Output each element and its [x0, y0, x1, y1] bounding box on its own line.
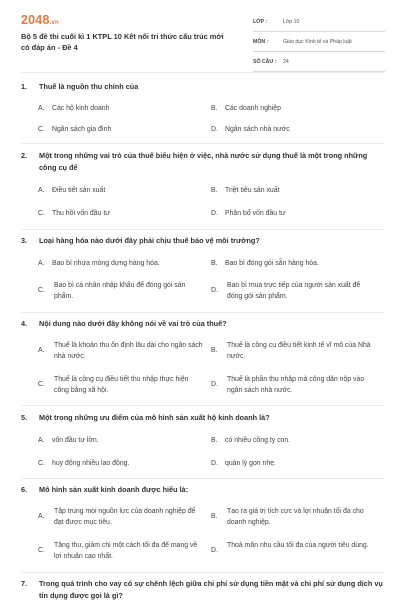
divider	[21, 143, 385, 144]
option-text: Thuế là khoản thu ổn định lâu dài cho ngân sách nhà nước.	[54, 342, 203, 360]
divider	[21, 229, 385, 230]
meta-value: Giáo dục Kinh tế và Pháp luật	[283, 38, 352, 45]
option-text: Bao bì đóng gói sẵn hàng hóa.	[225, 260, 319, 267]
option-c[interactable]	[38, 280, 203, 302]
option-text: Thuế là công cụ điều tiết kinh tế vĩ mô của Nhà nước.	[227, 342, 371, 360]
question-text	[21, 412, 385, 424]
option-text: Các doanh nghiệp	[225, 105, 281, 112]
question-number: 6.	[21, 485, 28, 494]
site-logo[interactable]	[21, 13, 59, 27]
option-letter: C.	[38, 381, 45, 388]
meta-row-class	[253, 12, 385, 32]
option-letter: A.	[38, 260, 45, 267]
question-number: 7.	[21, 579, 28, 588]
option-d[interactable]	[211, 280, 376, 302]
option-b[interactable]	[211, 340, 376, 362]
option-letter: C.	[38, 287, 45, 294]
divider	[21, 572, 385, 573]
meta-label: SỐ CÂU :	[253, 58, 277, 65]
option-text: Thoả mãn nhu cầu tối đa của người tiêu dùng.	[227, 542, 369, 549]
option-text: Bao bì mua trực tiếp của người sản xuất để đóng gói sản phẩm.	[227, 282, 361, 300]
question-body: Trong quá trình cho vay có sự chênh lệch giữa chi phí sử dụng tiền mặt và chi phí sử dụng dịch vụ tín dụng được gọi là gì?	[39, 579, 383, 600]
logo-suffix: .vn	[49, 20, 59, 26]
option-text: Thu hồi vốn đầu tư	[52, 210, 110, 217]
question-text	[21, 81, 385, 93]
option-c[interactable]	[38, 458, 188, 469]
question-body: Loại hàng hóa nào dưới đây phải chịu thuế bảo vệ môi trường?	[39, 236, 260, 245]
divider	[21, 405, 385, 406]
option-a[interactable]	[38, 103, 188, 114]
option-d[interactable]	[211, 374, 376, 396]
option-c[interactable]	[38, 124, 188, 135]
option-letter: C.	[38, 126, 45, 133]
option-text: vốn đầu tư lớn.	[52, 437, 99, 444]
option-d[interactable]	[211, 124, 361, 135]
option-letter: A.	[38, 347, 45, 354]
option-letter: A.	[38, 437, 45, 444]
option-a[interactable]	[38, 340, 203, 362]
option-letter: D.	[211, 547, 218, 554]
question-text	[21, 578, 385, 600]
option-letter: D.	[211, 210, 218, 217]
meta-row-count	[253, 52, 385, 72]
option-d[interactable]	[211, 208, 361, 219]
question-body: Nội dung nào dưới đây không nói về vai trò của thuế?	[39, 319, 227, 328]
question-text	[21, 318, 385, 330]
document-header	[0, 0, 400, 80]
question-number: 1.	[21, 82, 28, 91]
question-body: Một trong những ưu điểm của mô hình sản xuất hộ kinh doanh là?	[39, 413, 270, 422]
meta-row-subject	[253, 32, 385, 52]
option-letter: B.	[211, 260, 218, 267]
divider	[21, 478, 385, 479]
logo-main: 2048	[21, 13, 50, 27]
option-letter: B.	[211, 105, 218, 112]
option-c[interactable]	[38, 374, 203, 396]
option-text: Thuế là phần thu nhập mà công dân nộp vào ngân sách nhà nước.	[227, 376, 365, 394]
divider	[21, 312, 385, 313]
option-a[interactable]	[38, 435, 188, 446]
question-number: 5.	[21, 413, 28, 422]
option-text: Phân bổ vốn đầu tư	[225, 210, 286, 217]
option-text: Ngân sách gia đình	[52, 126, 112, 133]
option-a[interactable]	[38, 185, 188, 196]
question-body: Mô hình sản xuất kinh doanh được hiểu là:	[39, 485, 189, 494]
option-b[interactable]	[211, 258, 376, 269]
option-text: Bao bì nhựa mỏng dựng hàng hóa.	[52, 260, 160, 267]
option-text: Tăng thu, giảm chi một cách tối đa để mang về lợi nhuận cao nhất.	[54, 542, 198, 560]
option-letter: A.	[38, 105, 45, 112]
option-letter: B.	[211, 513, 218, 520]
option-letter: B.	[211, 347, 218, 354]
option-a[interactable]	[38, 506, 203, 528]
option-letter: D.	[211, 460, 218, 467]
option-text: huy động nhiều lao động.	[52, 460, 130, 467]
option-text: Thuế là công cụ điều tiết thu nhập thực hiện công bằng xã hội.	[54, 376, 189, 394]
option-letter: C.	[38, 210, 45, 217]
option-d[interactable]	[211, 458, 361, 469]
option-letter: D.	[211, 381, 218, 388]
option-a[interactable]	[38, 258, 203, 269]
option-c[interactable]	[38, 540, 203, 562]
meta-value: Lớp 10	[283, 18, 300, 25]
option-b[interactable]	[211, 103, 361, 114]
option-letter: C.	[38, 460, 45, 467]
document-title: Bộ 5 đề thi cuối kì 1 KTPL 10 Kết nối tri thức cấu trúc mới có đáp án - Đề 4	[21, 32, 224, 52]
option-text: Tạo ra giá trị tích cực và lợi nhuận tối đa cho doanh nghiệp.	[227, 508, 364, 526]
option-text: Bao bì cá nhân nhập khẩu để đóng gói sản phẩm.	[54, 282, 186, 300]
question-text	[21, 235, 385, 247]
option-letter: C.	[38, 547, 45, 554]
question-number: 3.	[21, 236, 28, 245]
option-text: quản lý gọn nhẹ.	[225, 460, 276, 467]
option-d[interactable]	[211, 540, 376, 554]
divider	[21, 72, 385, 73]
option-letter: B.	[211, 187, 218, 194]
option-b[interactable]	[211, 435, 361, 446]
option-text: Điều tiết sản xuất	[52, 187, 106, 194]
option-text: Các hộ kinh doanh	[52, 105, 110, 112]
option-letter: D.	[211, 287, 218, 294]
question-text	[21, 150, 385, 174]
option-text: có nhiều công ty con.	[225, 437, 291, 444]
option-letter: A.	[38, 187, 45, 194]
option-text: Triệt tiêu sản xuất	[225, 187, 280, 194]
option-letter: D.	[211, 126, 218, 133]
question-body: Một trong những vai trò của thuế biểu hiện ở việc, nhà nước sử dụng thuế là một trong những công cụ để	[39, 151, 368, 172]
question-body: Thuế là nguồn thu chính của	[39, 82, 139, 91]
option-letter: A.	[38, 513, 45, 520]
option-c[interactable]	[38, 208, 188, 219]
option-b[interactable]	[211, 506, 376, 528]
question-number: 2.	[21, 151, 28, 160]
option-letter: B.	[211, 437, 218, 444]
meta-value: 24	[283, 58, 289, 65]
meta-label: LỚP :	[253, 18, 268, 25]
option-text: Tập trung mọi nguồn lực của doanh nghiệp để đạt được mục tiêu.	[54, 508, 196, 526]
meta-label: MÔN :	[253, 38, 269, 45]
option-text: Ngân sách nhà nước	[225, 126, 290, 133]
option-b[interactable]	[211, 185, 361, 196]
question-number: 4.	[21, 319, 28, 328]
question-text	[21, 484, 385, 496]
meta-panel	[253, 12, 385, 72]
